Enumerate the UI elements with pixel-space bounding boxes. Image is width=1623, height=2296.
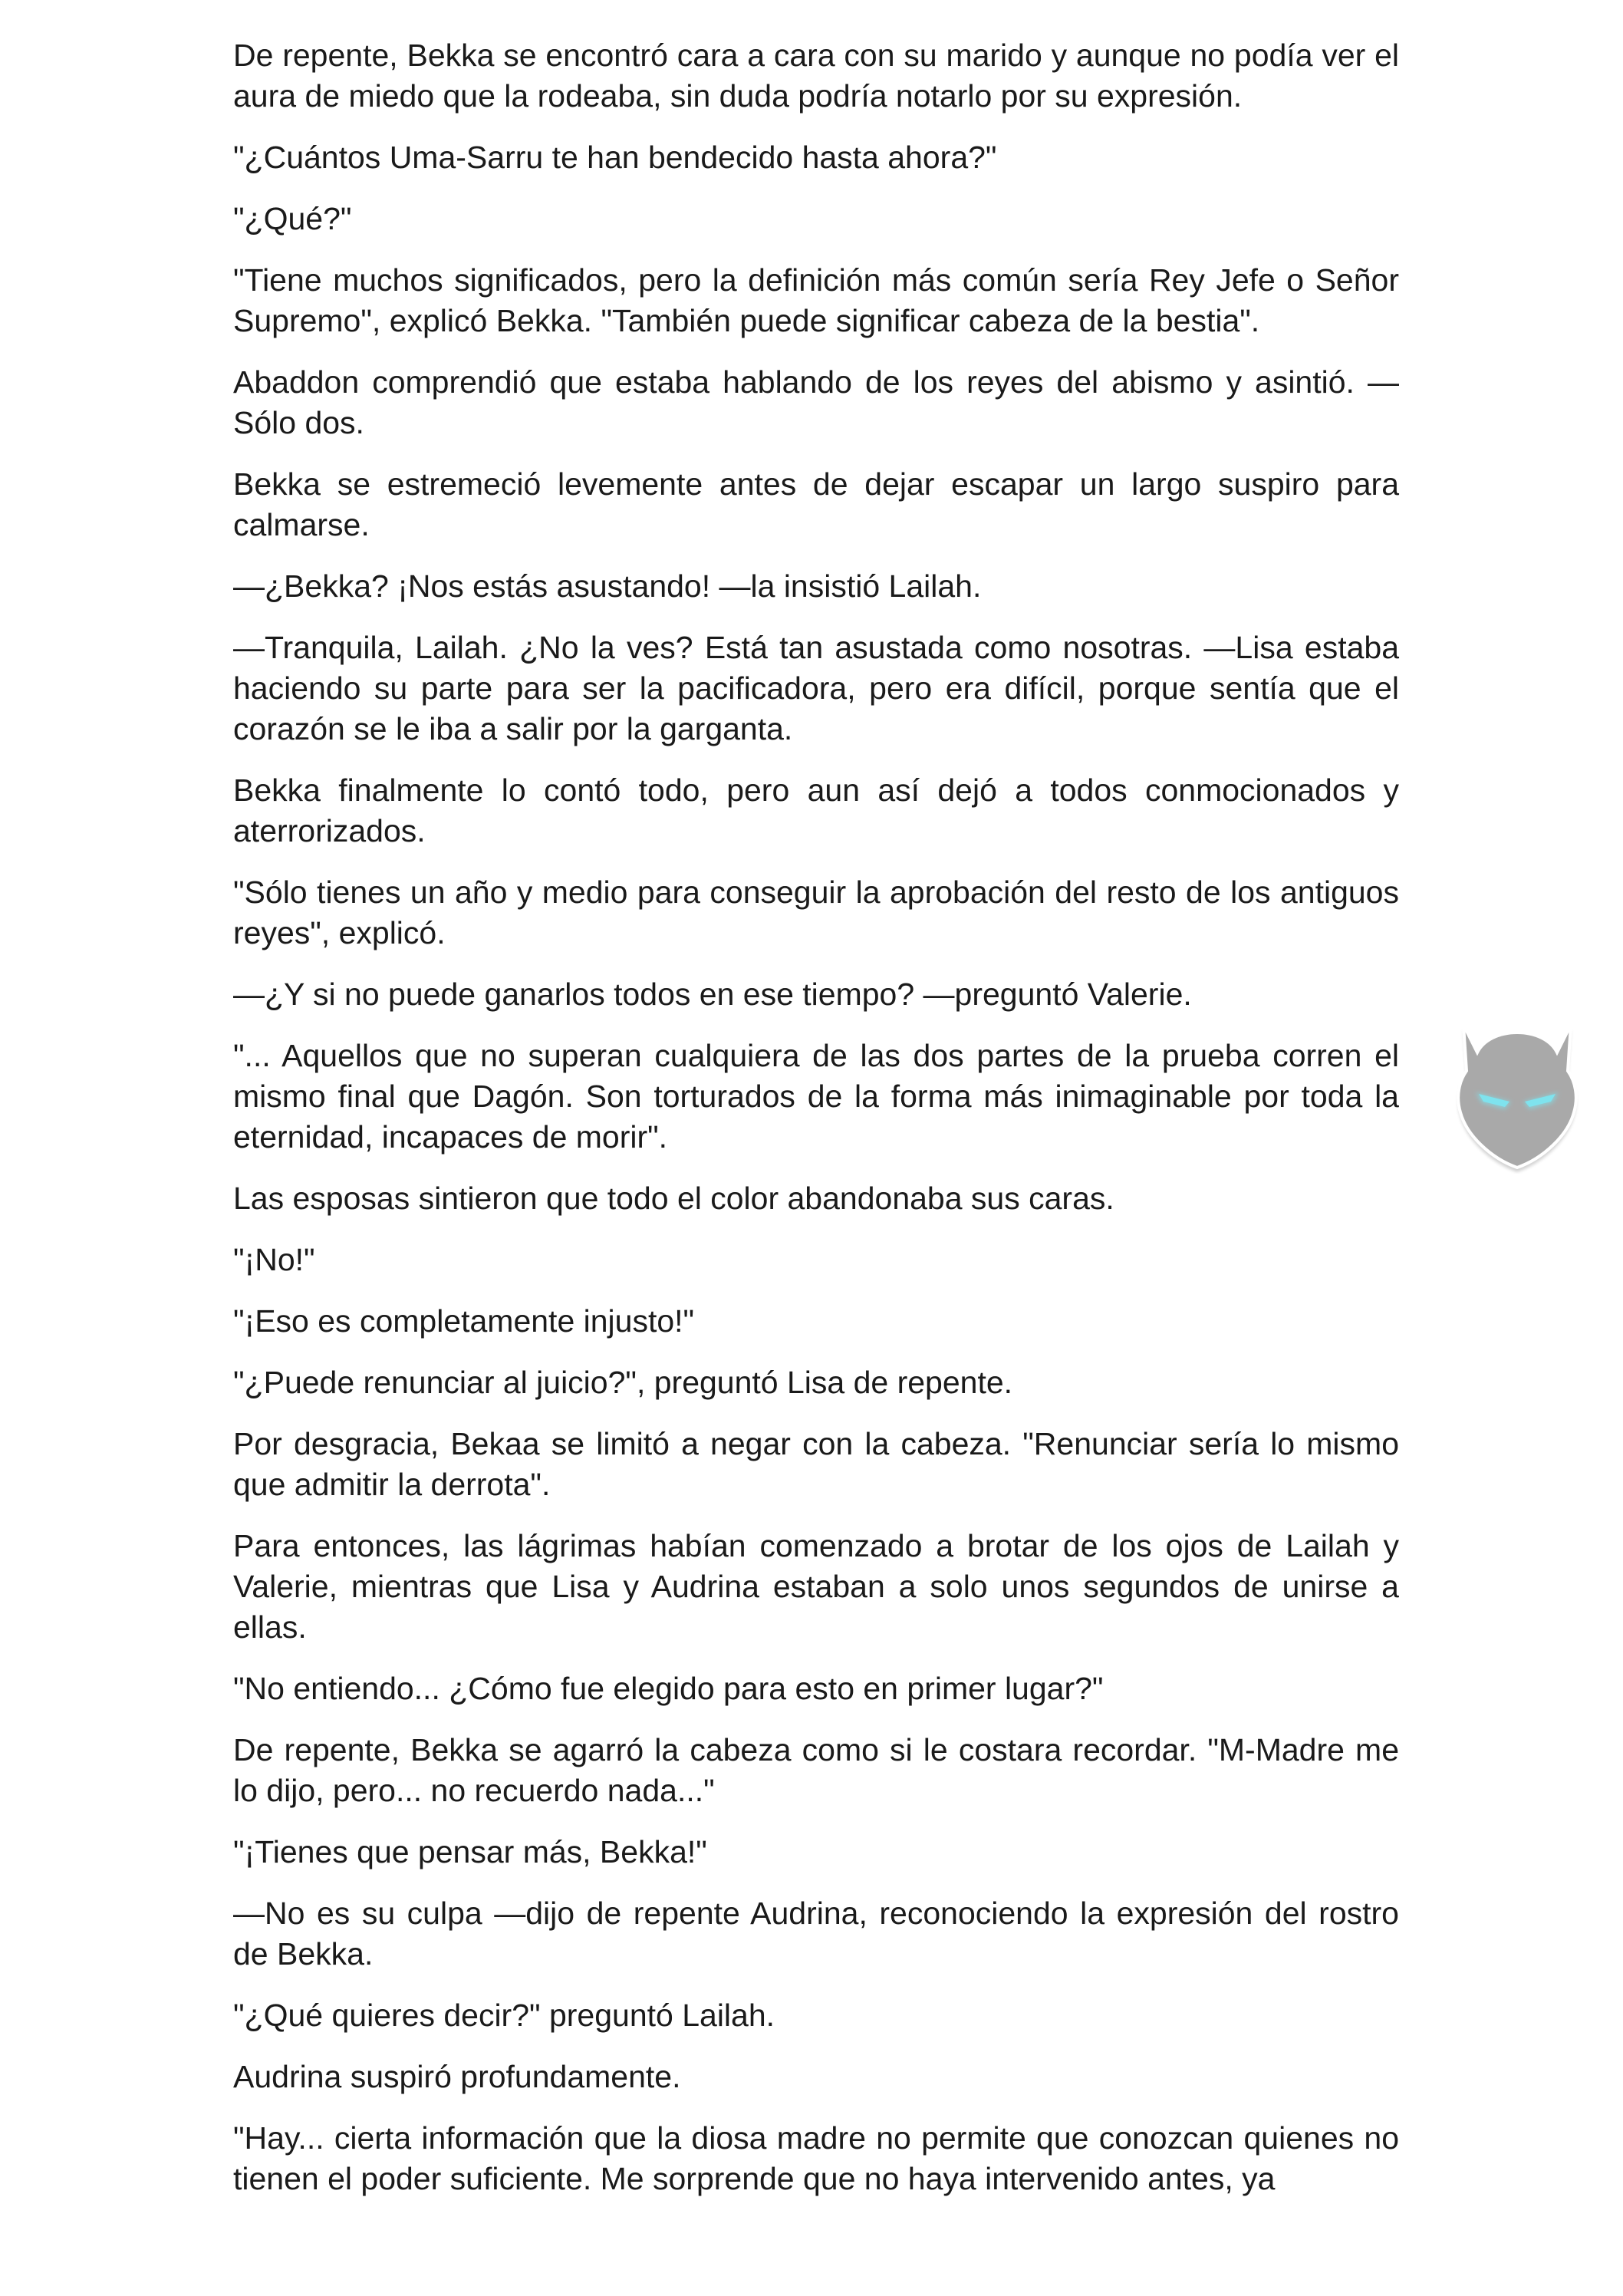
paragraph: "... Aquellos que no superan cualquiera de las dos partes de la prueba corren el mismo final que Dagón. Son torturados de la forma más inimaginable por toda la eternidad, incapaces de morir". xyxy=(233,1038,1399,1155)
demon-head-icon xyxy=(1440,997,1594,1174)
paragraph: "No entiendo... ¿Cómo fue elegido para esto en primer lugar?" xyxy=(233,1671,1104,1706)
paragraph: "¿Puede renunciar al juicio?", preguntó Lisa de repente. xyxy=(233,1365,1013,1400)
paragraph: "¡No!" xyxy=(233,1242,315,1277)
paragraph: Bekka se estremeció levemente antes de dejar escapar un largo suspiro para calmarse. xyxy=(233,466,1399,542)
paragraph: —Tranquila, Lailah. ¿No la ves? Está tan asustada como nosotras. —Lisa estaba haciendo su parte para ser la pacificadora, pero era difícil, porque sentía que el corazón se le iba a salir por la garganta. xyxy=(233,630,1399,746)
paragraph: "¿Qué quieres decir?" preguntó Lailah. xyxy=(233,1998,775,2033)
paragraph: "¿Qué?" xyxy=(233,201,352,236)
paragraph: Abaddon comprendió que estaba hablando de los reyes del abismo y asintió. —Sólo dos. xyxy=(233,364,1399,440)
paragraph: De repente, Bekka se agarró la cabeza como si le costara recordar. "M-Madre me lo dijo, pero... no recuerdo nada..." xyxy=(233,1732,1399,1808)
paragraph: —¿Bekka? ¡Nos estás asustando! —la insistió Lailah. xyxy=(233,568,982,604)
paragraph: "¡Tienes que pensar más, Bekka!" xyxy=(233,1834,707,1869)
document-body xyxy=(233,35,1399,2220)
paragraph: —¿Y si no puede ganarlos todos en ese tiempo? —preguntó Valerie. xyxy=(233,977,1192,1012)
paragraph: Las esposas sintieron que todo el color abandonaba sus caras. xyxy=(233,1181,1114,1216)
paragraph: Audrina suspiró profundamente. xyxy=(233,2059,681,2094)
paragraph: De repente, Bekka se encontró cara a cara con su marido y aunque no podía ver el aura de miedo que la rodeaba, sin duda podría notarlo por su expresión. xyxy=(233,38,1399,114)
paragraph: Por desgracia, Bekaa se limitó a negar con la cabeza. "Renunciar sería lo mismo que admitir la derrota". xyxy=(233,1426,1399,1502)
paragraph: "¿Cuántos Uma-Sarru te han bendecido hasta ahora?" xyxy=(233,140,997,175)
paragraph: Para entonces, las lágrimas habían comenzado a brotar de los ojos de Lailah y Valerie, mientras que Lisa y Audrina estaban a solo unos segundos de unirse a ellas. xyxy=(233,1528,1399,1645)
paragraph: Bekka finalmente lo contó todo, pero aun así dejó a todos conmocionados y aterrorizados. xyxy=(233,772,1399,848)
paragraph: "Hay... cierta información que la diosa madre no permite que conozcan quienes no tienen el poder suficiente. Me sorprende que no haya intervenido antes, ya xyxy=(233,2120,1399,2196)
paragraph: —No es su culpa —dijo de repente Audrina, reconociendo la expresión del rostro de Bekka. xyxy=(233,1896,1399,1972)
paragraph: "¡Eso es completamente injusto!" xyxy=(233,1303,695,1339)
watermark-logo xyxy=(1440,997,1594,1174)
paragraph: "Sólo tienes un año y medio para conseguir la aprobación del resto de los antiguos reyes", explicó. xyxy=(233,875,1399,950)
paragraph: "Tiene muchos significados, pero la definición más común sería Rey Jefe o Señor Supremo", explicó Bekka. "También puede significar cabeza de la bestia". xyxy=(233,262,1399,338)
